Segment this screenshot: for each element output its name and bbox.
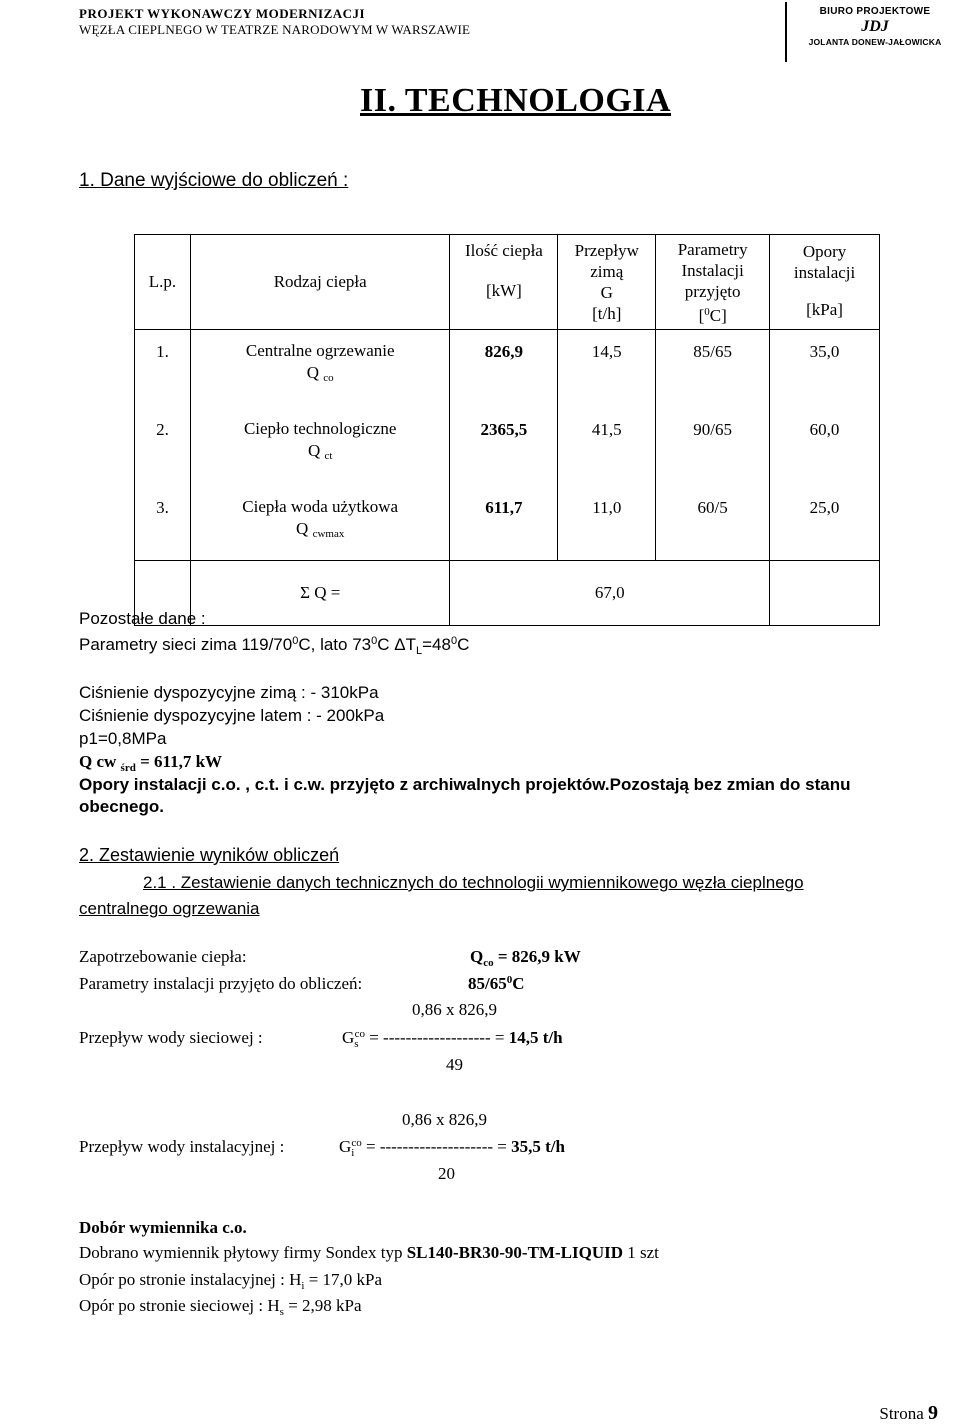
installation-flow-label: Przepływ wody instalacyjnej : xyxy=(79,1137,285,1156)
header-parameters-adopted: przyjęto xyxy=(684,281,741,301)
row-flow: 14,5 xyxy=(558,330,656,409)
header-heat-amount-unit: [kW] xyxy=(485,281,522,300)
page-title: II. TECHNOLOGIA xyxy=(360,82,672,119)
resistance-note-line1: Opory instalacji c.o. , c.t. i c.w. przyjęto z archiwalnych projektów.Pozostają bez zmian do stanu xyxy=(79,775,851,794)
network-flow-label: Przepływ wody sieciowej : xyxy=(79,1028,263,1047)
row-lp: 3. xyxy=(135,486,191,561)
qcw-average: Q cw $_{śrd}$ = 611,7 kW xyxy=(79,752,223,774)
document-header-left xyxy=(79,6,470,38)
table-row xyxy=(135,486,880,561)
header-parameters-label: Parametry xyxy=(677,239,748,259)
other-data-heading: Pozostałe dane : xyxy=(79,609,206,628)
sum-value: 67,0 xyxy=(450,561,770,626)
section-heading-input-data: 1. Dane wyjściowe do obliczeń : xyxy=(79,170,349,191)
row-heat-type: Centralne ogrzewanie Q $_{co}$ xyxy=(190,330,450,409)
resistance-note-line2: obecnego. xyxy=(79,797,165,816)
header-parameters-unit: [$^0$C] xyxy=(698,305,727,325)
header-office-owner: JOLANTA DONEW-JAŁOWICKA xyxy=(808,37,942,47)
pressure-winter: Ciśnienie dyspozycyjne zimą : - 310kPa xyxy=(79,683,379,702)
header-resistance-label: Opory xyxy=(802,242,847,261)
subsection-heading-line2: centralnego ogrzewania xyxy=(79,899,260,918)
row-resistance: 60,0 xyxy=(770,408,880,486)
row-flow: 41,5 xyxy=(558,408,656,486)
row-heat-amount: 826,9 xyxy=(450,330,558,409)
header-resistance-installation: instalacji xyxy=(793,263,856,282)
installation-flow-formula: $G_i^{co}$ = -------------------- = 35,5 t/h xyxy=(339,1137,565,1159)
heat-data-table xyxy=(134,234,880,626)
header-heat-amount-label: Ilość ciepła xyxy=(464,241,543,260)
subsection-heading-line1: 2.1 . Zestawienie danych technicznych do technologii wymiennikowego węzła cieplnego xyxy=(143,873,804,892)
network-side-resistance: Opór po stronie sieciowej : $H_s = 2,98$ kPa xyxy=(79,1296,362,1318)
heat-demand-label: Zapotrzebowanie ciepła: xyxy=(79,947,247,966)
row-lp: 1. xyxy=(135,330,191,409)
sum-label: Σ Q = xyxy=(190,561,450,626)
row-parameters: 60/5 xyxy=(656,486,770,561)
header-heat-type: Rodzaj ciepła xyxy=(190,235,450,330)
page-number: Strona 9 xyxy=(879,1402,938,1424)
row-parameters: 90/65 xyxy=(656,408,770,486)
header-heat-amount xyxy=(450,235,558,330)
row-resistance: 35,0 xyxy=(770,330,880,409)
header-project-subtitle: WĘZŁA CIEPLNEGO W TEATRZE NARODOWYM W WARSZAWIE xyxy=(79,22,471,37)
row-heat-amount: 611,7 xyxy=(450,486,558,561)
header-office-label: BIURO PROJEKTOWE xyxy=(819,6,931,17)
header-parameters-installation: Instalacji xyxy=(681,260,744,280)
header-flow xyxy=(558,235,656,330)
row-heat-type: Ciepła woda użytkowa Q $_{cwmax}$ xyxy=(190,486,450,561)
document-header-right xyxy=(790,6,960,47)
exchanger-selection: Dobrano wymiennik płytowy firmy Sondex typ SL140-BR30-90-TM-LIQUID 1 szt xyxy=(79,1243,659,1262)
office-logo: JDJ xyxy=(861,18,889,35)
pressure-summer: Ciśnienie dyspozycyjne latem : - 200kPa xyxy=(79,706,385,725)
heat-demand-value: $Q_{co} = 826,9$ kW xyxy=(470,947,581,969)
header-flow-season: zimą xyxy=(590,262,624,281)
row-heat-amount: 2365,5 xyxy=(450,408,558,486)
installation-flow-denominator: 20 xyxy=(438,1164,455,1183)
exchanger-heading: Dobór wymiennika c.o. xyxy=(79,1218,247,1237)
header-flow-label: Przepływ xyxy=(574,241,639,260)
header-lp: L.p. xyxy=(135,235,191,330)
network-parameters: Parametry sieci zima $119/70^0C$, lato $73^0C$ $\Delta T_L=48^0C$ xyxy=(79,635,470,657)
row-resistance: 25,0 xyxy=(770,486,880,561)
row-parameters: 85/65 xyxy=(656,330,770,409)
network-flow-numerator: 0,86 x 826,9 xyxy=(412,1000,497,1019)
header-resistance xyxy=(770,235,880,330)
header-flow-symbol: G xyxy=(600,283,613,302)
network-flow-denominator: 49 xyxy=(446,1055,463,1074)
row-lp: 2. xyxy=(135,408,191,486)
header-project-title: PROJEKT WYKONAWCZY MODERNIZACJI xyxy=(79,6,366,21)
row-heat-type: Ciepło technologiczne Q $_{ct}$ xyxy=(190,408,450,486)
network-flow-formula: $G_s^{co}$ = ------------------- = 14,5 t/h xyxy=(342,1028,563,1050)
header-parameters xyxy=(656,235,770,330)
row-flow: 11,0 xyxy=(558,486,656,561)
header-resistance-unit: [kPa] xyxy=(806,300,843,319)
table-row xyxy=(135,408,880,486)
header-divider xyxy=(785,2,787,62)
section-heading-results: 2. Zestawienie wyników obliczeń xyxy=(79,845,340,865)
installation-parameters-value: $85/65^0C$ xyxy=(468,974,525,993)
sum-empty-cell-right xyxy=(770,561,880,626)
header-flow-unit: [t/h] xyxy=(592,304,622,323)
table-row xyxy=(135,330,880,409)
installation-flow-numerator: 0,86 x 826,9 xyxy=(402,1110,487,1129)
table-header-row xyxy=(135,235,880,330)
installation-parameters-label: Parametry instalacji przyjęto do obliczeń: xyxy=(79,974,363,993)
installation-side-resistance: Opór po stronie instalacyjnej : $H_i = 17,0$ kPa xyxy=(79,1270,383,1292)
table-sum-row xyxy=(135,561,880,626)
pressure-p1: p1=0,8MPa xyxy=(79,729,167,748)
